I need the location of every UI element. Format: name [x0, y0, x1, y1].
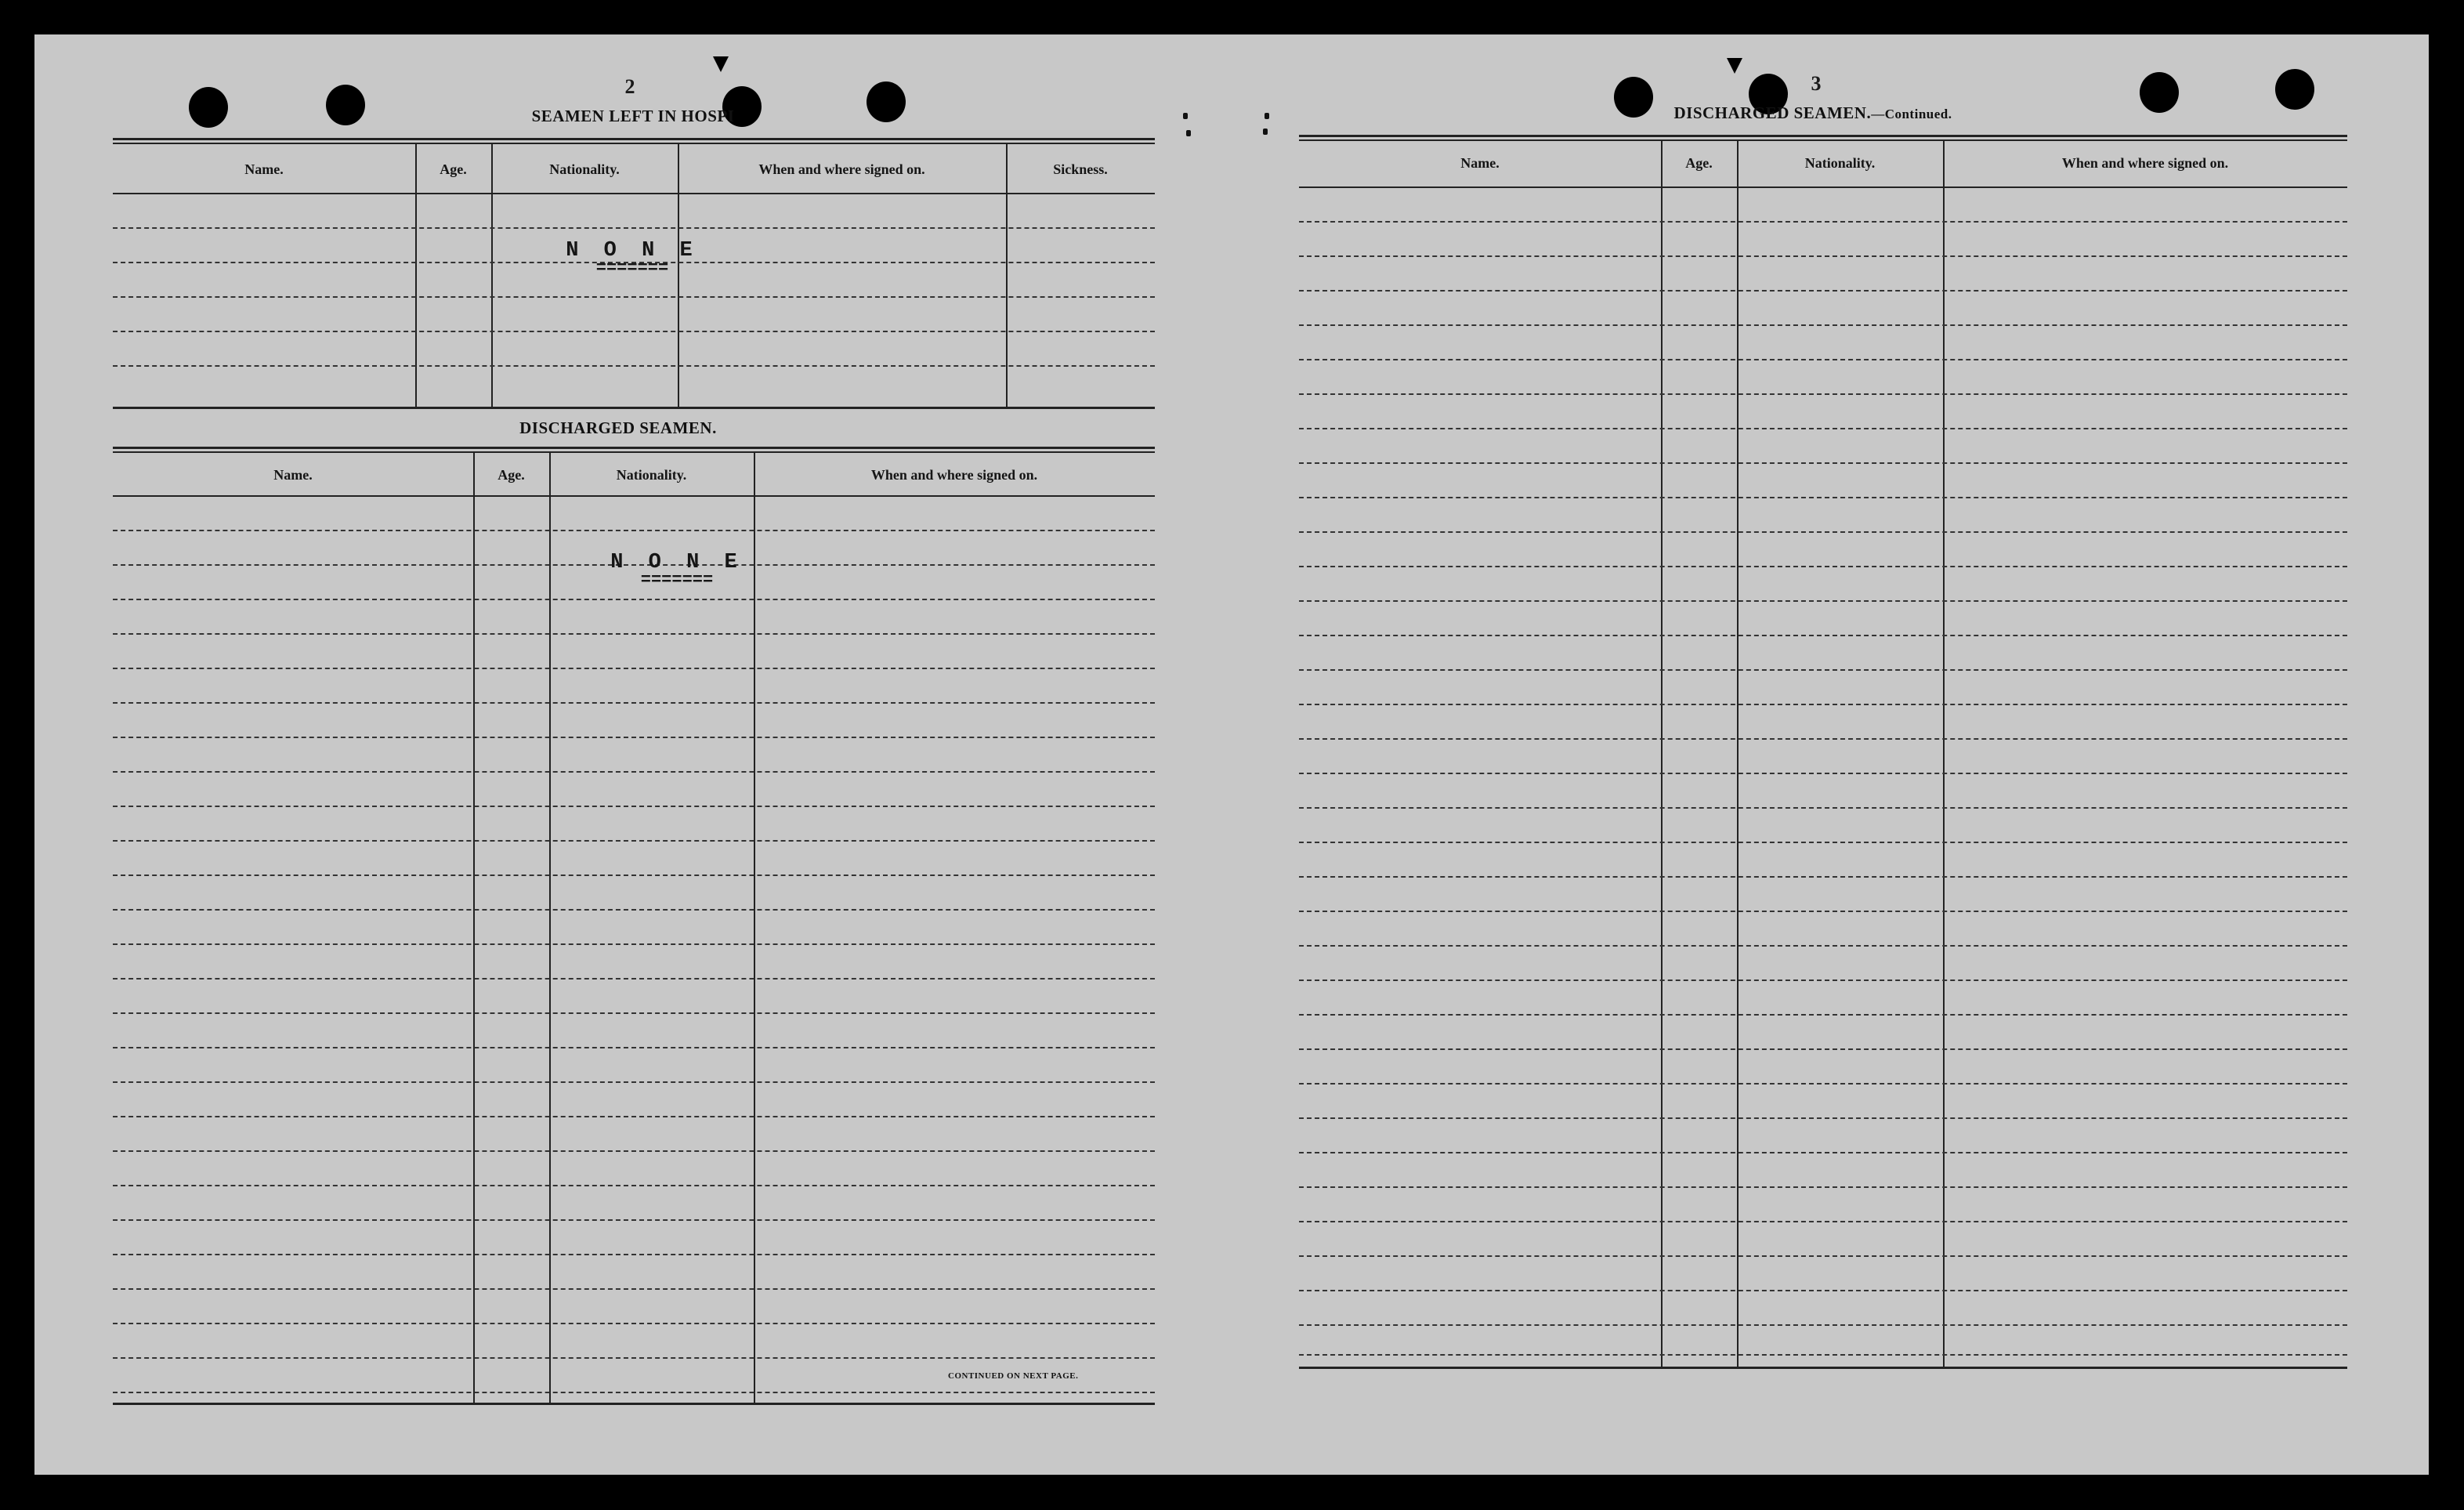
entry-line	[1299, 807, 2347, 809]
column-header-signed-on: When and where signed on.	[2061, 155, 2229, 171]
column-header-name: Name.	[273, 467, 313, 483]
entry-line	[113, 943, 1155, 945]
punch-hole	[2140, 72, 2179, 113]
entry-line	[113, 1081, 1155, 1083]
alignment-mark	[713, 56, 729, 72]
ink-speck	[1183, 113, 1188, 119]
entry-line	[113, 296, 1155, 298]
entry-line	[1299, 531, 2347, 533]
entry-line	[113, 668, 1155, 669]
entry-line	[1299, 1221, 2347, 1222]
entry-line	[1299, 1152, 2347, 1153]
page-number-left: 2	[624, 75, 635, 98]
entry-line	[1299, 980, 2347, 981]
entry-line	[113, 331, 1155, 332]
entry-line	[1299, 945, 2347, 947]
column-header-age: Age.	[440, 161, 467, 177]
none-text: N O N E	[566, 239, 699, 263]
entry-line	[1299, 1048, 2347, 1050]
entry-line	[1299, 738, 2347, 740]
column-divider	[754, 453, 755, 1403]
entry-line	[1299, 290, 2347, 291]
column-divider	[1006, 144, 1008, 407]
entry-line	[1299, 1186, 2347, 1188]
column-header-age: Age.	[498, 467, 525, 483]
discharged-table-left	[113, 447, 1155, 1409]
entry-line	[113, 633, 1155, 635]
entry-line	[1299, 635, 2347, 636]
entry-line	[113, 1012, 1155, 1014]
table-bottom-rule	[113, 1403, 1155, 1405]
entry-line	[113, 1219, 1155, 1221]
entry-line	[113, 599, 1155, 600]
entry-line	[1299, 1255, 2347, 1257]
column-divider	[549, 453, 551, 1403]
entry-line	[1299, 773, 2347, 774]
column-header-age: Age.	[1685, 155, 1713, 171]
ink-speck	[1263, 129, 1268, 135]
entry-line	[113, 1047, 1155, 1048]
entry-line	[113, 1116, 1155, 1117]
discharged-section-title: DISCHARGED SEAMEN.	[519, 418, 717, 437]
entry-line	[1299, 393, 2347, 395]
entry-line	[1299, 842, 2347, 843]
table-bottom-rule	[1299, 1367, 2347, 1369]
entry-line	[113, 702, 1155, 704]
column-header-sickness: Sickness.	[1053, 161, 1108, 177]
continued-note: CONTINUED ON NEXT PAGE.	[948, 1371, 1079, 1381]
entry-line	[113, 1288, 1155, 1290]
document-sheet	[34, 34, 2429, 1475]
entry-line	[113, 978, 1155, 980]
entry-line	[113, 1254, 1155, 1255]
entry-line	[1299, 704, 2347, 705]
column-header-signed-on: When and where signed on.	[870, 467, 1038, 483]
table-top-rule	[1299, 135, 2347, 141]
entry-line	[1299, 255, 2347, 257]
discharged-continued-title	[1641, 103, 1985, 123]
entry-line	[113, 1150, 1155, 1152]
entry-line	[113, 771, 1155, 773]
entry-line	[1299, 600, 2347, 602]
none-underline: =======	[595, 259, 669, 278]
entry-line	[1299, 1290, 2347, 1291]
entry-line	[1299, 1324, 2347, 1326]
continued-suffix: —Continued.	[1871, 107, 1952, 121]
entry-line	[1299, 1014, 2347, 1016]
punch-hole	[326, 85, 365, 125]
column-divider	[473, 453, 475, 1403]
none-entry-discharged	[599, 552, 755, 588]
entry-line	[113, 1323, 1155, 1324]
page-number-right: 3	[1811, 72, 1822, 95]
entry-line	[1299, 359, 2347, 360]
none-underline: =======	[640, 570, 714, 590]
entry-line	[1299, 566, 2347, 567]
entry-line	[113, 227, 1155, 229]
entry-line	[113, 737, 1155, 738]
column-header-nationality: Nationality.	[616, 467, 687, 483]
entry-line	[1299, 876, 2347, 878]
entry-line	[1299, 428, 2347, 429]
ink-speck	[1265, 113, 1269, 119]
entry-line	[113, 530, 1155, 531]
entry-line	[1299, 1083, 2347, 1085]
punch-hole	[189, 87, 228, 128]
none-text: N O N E	[610, 551, 744, 574]
entry-line	[1299, 669, 2347, 671]
table-top-rule	[113, 447, 1155, 453]
entry-line	[113, 365, 1155, 367]
entry-line	[113, 1357, 1155, 1359]
column-header-nationality: Nationality.	[549, 161, 620, 177]
entry-line	[1299, 462, 2347, 464]
column-header-name: Name.	[1460, 155, 1500, 171]
entry-line	[113, 806, 1155, 807]
punch-hole	[2275, 69, 2314, 110]
entry-line	[113, 840, 1155, 842]
entry-line	[113, 1185, 1155, 1186]
entry-line	[1299, 221, 2347, 223]
none-entry-hospital	[558, 240, 707, 276]
column-divider	[415, 144, 417, 407]
column-header-nationality: Nationality.	[1804, 155, 1876, 171]
entry-line	[1299, 911, 2347, 912]
column-divider	[491, 144, 493, 407]
table-header-rule	[1299, 186, 2347, 188]
entry-line	[1299, 1117, 2347, 1119]
hospital-section-title: SEAMEN LEFT IN HOSPI	[531, 107, 735, 125]
ink-speck	[1186, 130, 1191, 136]
entry-line	[1299, 1354, 2347, 1356]
column-header-name: Name.	[244, 161, 284, 177]
entry-line	[113, 909, 1155, 911]
entry-line	[113, 874, 1155, 876]
punch-hole	[867, 81, 906, 122]
alignment-mark	[1727, 58, 1742, 74]
entry-line	[1299, 324, 2347, 326]
discharged-table-right	[1299, 135, 2347, 1373]
entry-line	[1299, 497, 2347, 498]
table-header-rule	[113, 495, 1155, 497]
discharged-continued-title-text: DISCHARGED SEAMEN.	[1673, 103, 1872, 122]
table-header-rule	[113, 193, 1155, 194]
table-top-rule	[113, 138, 1155, 144]
column-header-signed-on: When and where signed on.	[758, 161, 925, 177]
entry-line	[113, 1392, 1155, 1393]
table-bottom-rule	[113, 407, 1155, 409]
